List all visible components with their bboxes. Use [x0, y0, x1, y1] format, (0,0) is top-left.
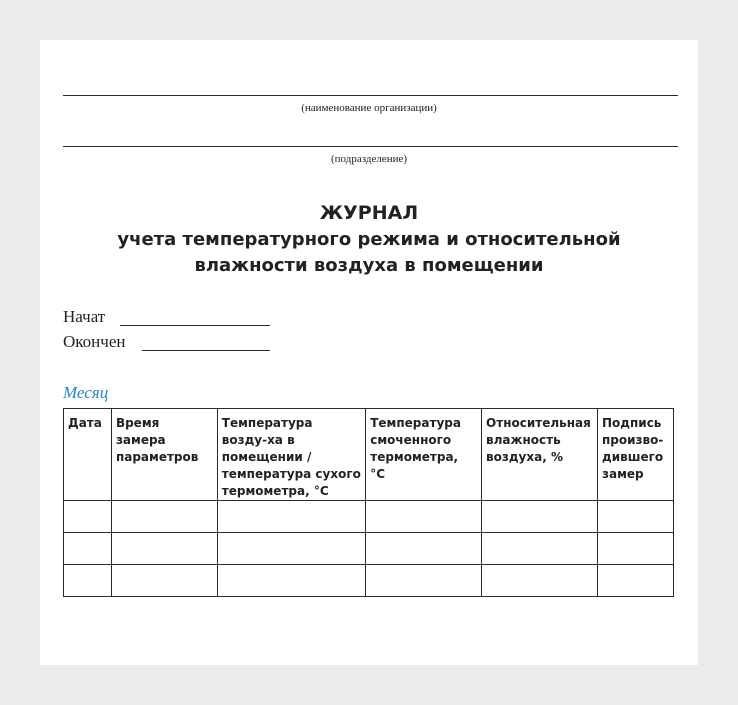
table-cell[interactable] — [598, 565, 674, 597]
department-line — [63, 146, 678, 147]
table-cell[interactable] — [64, 533, 112, 565]
table-cell[interactable] — [366, 533, 482, 565]
table-cell[interactable] — [111, 501, 217, 533]
journal-title: ЖУРНАЛ — [319, 202, 419, 224]
table-cell[interactable] — [598, 501, 674, 533]
table-row — [64, 533, 674, 565]
started-label: Начат — [63, 307, 106, 326]
column-header-wet-bulb-temperature: Температура смоченного термометра, °С — [366, 409, 482, 501]
column-header-date: Дата — [64, 409, 112, 501]
table-cell[interactable] — [217, 565, 365, 597]
table-cell[interactable] — [482, 533, 598, 565]
table-cell[interactable] — [366, 565, 482, 597]
journal-subtitle-line-2: влажности воздуха в помещении — [194, 255, 544, 276]
table-cell[interactable] — [111, 565, 217, 597]
finished-label: Окончен — [63, 332, 126, 351]
department-caption: (подразделение) — [330, 153, 408, 165]
finished-date-line — [142, 350, 270, 351]
column-header-measure-time: Время замера параметров — [111, 409, 217, 501]
table-row — [64, 501, 674, 533]
organization-line — [63, 95, 678, 96]
journal-subtitle-line-1: учета температурного режима и относительной — [117, 229, 621, 250]
organization-caption: (наименование организации) — [301, 102, 437, 114]
column-header-relative-humidity: Относительная влажность воздуха, % — [482, 409, 598, 501]
table-cell[interactable] — [482, 565, 598, 597]
month-label: Месяц — [63, 383, 109, 402]
table-cell[interactable] — [482, 501, 598, 533]
table-cell[interactable] — [111, 533, 217, 565]
table-header-row — [64, 409, 674, 501]
table-cell[interactable] — [598, 533, 674, 565]
column-header-signature: Подпись произво-дившего замер — [598, 409, 674, 501]
column-header-air-temperature: Температура возду-ха в помещении / температура сухого термометра, °С — [217, 409, 365, 501]
table-cell[interactable] — [217, 501, 365, 533]
table-cell[interactable] — [217, 533, 365, 565]
table-row — [64, 565, 674, 597]
journal-page — [40, 40, 698, 665]
started-date-line — [120, 325, 270, 326]
table-cell[interactable] — [64, 501, 112, 533]
journal-table — [63, 408, 674, 597]
table-cell[interactable] — [366, 501, 482, 533]
table-cell[interactable] — [64, 565, 112, 597]
